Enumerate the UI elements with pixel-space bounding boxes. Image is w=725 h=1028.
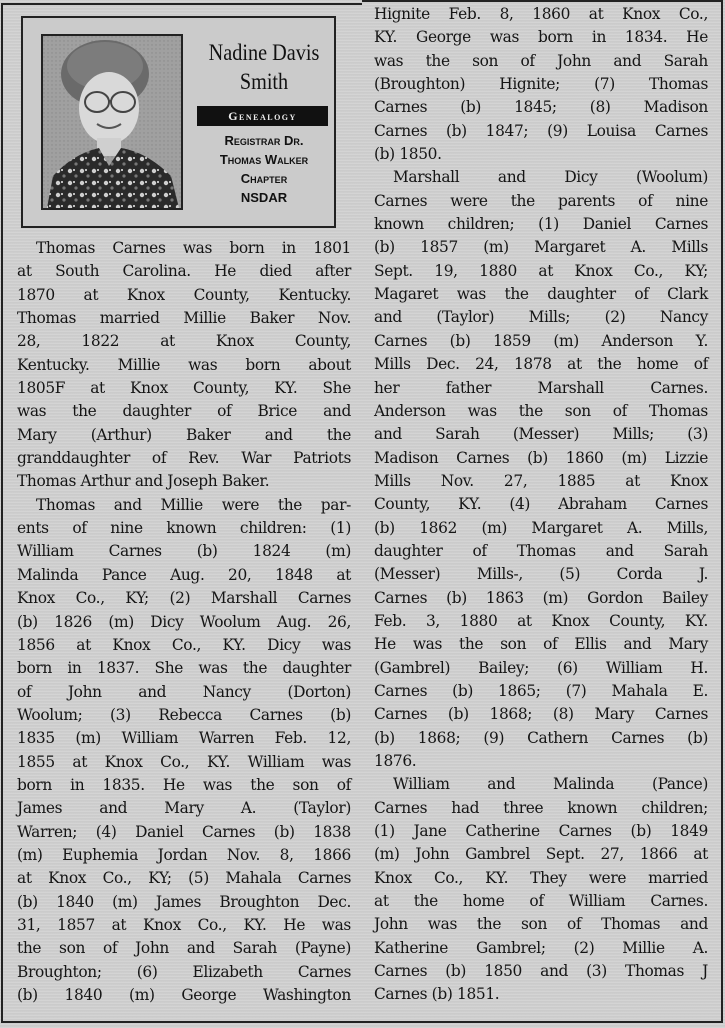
- text-line: 1856 at Knox Co., KY. Dicy was: [17, 635, 351, 654]
- text-line: daughter of Thomas and Sarah: [374, 541, 708, 560]
- credential-line: Registrar Dr.: [224, 133, 304, 148]
- text-line: (b) 1840 (m) James Broughton Dec.: [17, 892, 351, 911]
- article-paragraph: [374, 3, 708, 166]
- text-line: (1) Jane Catherine Carnes (b) 1849: [374, 822, 708, 841]
- text-line: Broughton; (6) Elizabeth Carnes: [17, 962, 351, 981]
- text-line: (m) John Gambrel Sept. 27, 1866 at: [374, 845, 708, 864]
- author-credentials: [195, 131, 333, 207]
- text-line: Carnes (b) 1847; (9) Louisa Carnes: [374, 121, 708, 140]
- text-line: 1855 at Knox Co., KY. William was: [17, 752, 351, 771]
- text-line: (b) 1826 (m) Dicy Woolum Aug. 26,: [17, 612, 351, 631]
- text-line: (Gambrel) Bailey; (6) William H.: [374, 658, 708, 677]
- text-line: and Sarah (Messer) Mills; (3): [374, 425, 708, 444]
- text-line: was the son of John and Sarah: [374, 51, 708, 70]
- text-line: known children; (1) Daniel Carnes: [374, 215, 708, 234]
- article-paragraph: [17, 494, 351, 1008]
- text-line: Thomas Arthur and Joseph Baker.: [17, 472, 270, 491]
- text-line: Carnes (b) 1845; (8) Madison: [374, 98, 708, 117]
- text-line: James and Mary A. (Taylor): [17, 799, 351, 818]
- text-line: Hignite Feb. 8, 1860 at Knox Co.,: [374, 5, 708, 23]
- credential-line: Chapter: [240, 171, 288, 186]
- text-line: Thomas and Millie were the par-: [36, 495, 351, 514]
- text-line: at Knox Co., KY; (5) Mahala Carnes: [17, 869, 351, 888]
- text-line: Thomas married Millie Baker Nov.: [17, 309, 351, 328]
- text-line: Warren; (4) Daniel Carnes (b) 1838: [17, 822, 351, 841]
- text-line: Woolum; (3) Rebecca Carnes (b): [17, 705, 351, 724]
- text-line: at the home of William Carnes.: [374, 892, 708, 911]
- credential-line: Thomas Walker: [219, 152, 309, 167]
- text-line: and (Taylor) Mills; (2) Nancy: [374, 308, 708, 327]
- text-line: 28, 1822 at Knox County,: [17, 332, 351, 351]
- text-line: Mills Dec. 24, 1878 at the home of: [374, 355, 708, 374]
- text-line: Knox Co., KY; (2) Marshall Carnes: [17, 589, 351, 608]
- text-line: Mary (Arthur) Baker and the: [17, 425, 351, 444]
- text-line: Carnes (b) 1868; (8) Mary Carnes: [374, 705, 708, 724]
- text-line: Carnes (b) 1859 (m) Anderson Y.: [374, 331, 708, 350]
- text-line: born in 1837. She was the daughter: [17, 659, 351, 678]
- text-line: Carnes had three known children;: [374, 798, 708, 817]
- text-line: Sept. 19, 1880 at Knox Co., KY;: [374, 261, 708, 280]
- text-line: Carnes (b) 1850 and (3) Thomas J: [374, 962, 708, 981]
- text-line: was the daughter of Brice and: [17, 402, 351, 421]
- author-portrait-icon: [43, 36, 181, 208]
- text-line: Carnes (b) 1865; (7) Mahala E.: [374, 681, 708, 700]
- article-paragraph: [374, 773, 708, 1006]
- text-line: granddaughter of Rev. War Patriots: [17, 449, 351, 468]
- text-line: (b) 1850.: [374, 145, 442, 164]
- left-text-column: [17, 237, 351, 1007]
- author-name: [203, 38, 324, 96]
- text-line: Madison Carnes (b) 1860 (m) Lizzie: [374, 448, 708, 467]
- article-paragraph: [17, 237, 351, 494]
- text-line: 1835 (m) William Warren Feb. 12,: [17, 729, 351, 748]
- text-line: Marshall and Dicy (Woolum): [393, 168, 708, 187]
- text-line: Mills Nov. 27, 1885 at Knox: [374, 471, 708, 490]
- text-line: County, KY. (4) Abraham Carnes: [374, 495, 708, 514]
- text-line: William Carnes (b) 1824 (m): [17, 542, 351, 561]
- text-line: 1876.: [374, 752, 417, 770]
- text-line: Magaret was the daughter of Clark: [374, 285, 708, 304]
- text-line: (Broughton) Hignite; (7) Thomas: [374, 75, 708, 94]
- text-line: Carnes (b) 1863 (m) Gordon Bailey: [374, 588, 708, 607]
- text-line: Malinda Pance Aug. 20, 1848 at: [17, 565, 351, 584]
- text-line: ents of nine known children: (1): [17, 519, 351, 538]
- text-line: William and Malinda (Pance): [393, 775, 708, 794]
- text-line: Thomas Carnes was born in 1801: [36, 239, 351, 257]
- text-line: (b) 1862 (m) Margaret A. Mills,: [374, 518, 708, 537]
- text-line: of John and Nancy (Dorton): [17, 682, 351, 701]
- text-line: He was the son of Ellis and Mary: [374, 635, 708, 654]
- text-line: her father Marshall Carnes.: [374, 378, 708, 397]
- text-line: 1805F at Knox County, KY. She: [17, 379, 351, 398]
- text-line: (Messer) Mills-, (5) Corda J.: [374, 565, 708, 584]
- text-line: (b) 1840 (m) George Washington: [17, 986, 351, 1004]
- article-paragraph: [374, 166, 708, 773]
- credential-line: NSDAR: [240, 190, 288, 205]
- text-line: (b) 1868; (9) Cathern Carnes (b): [374, 728, 708, 747]
- text-line: Katherine Gambrel; (2) Millie A.: [374, 938, 708, 957]
- text-line: Carnes (b) 1851.: [374, 985, 500, 1004]
- text-line: the son of John and Sarah (Payne): [17, 939, 351, 958]
- author-photo: [41, 34, 183, 210]
- text-line: John was the son of Thomas and: [374, 915, 708, 934]
- text-line: at South Carolina. He died after: [17, 262, 351, 281]
- right-text-column: [374, 3, 708, 1007]
- text-line: Anderson was the son of Thomas: [374, 401, 708, 420]
- section-banner: Genealogy: [197, 106, 328, 126]
- text-line: born in 1835. He was the son of: [17, 775, 351, 794]
- text-line: Carnes were the parents of nine: [374, 191, 708, 210]
- author-name-line: Smith: [239, 69, 289, 94]
- text-line: KY. George was born in 1834. He: [374, 28, 708, 47]
- text-line: Kentucky. Millie was born about: [17, 355, 351, 374]
- text-line: 31, 1857 at Knox Co., KY. He was: [17, 915, 351, 934]
- text-line: 1870 at Knox County, Kentucky.: [17, 285, 351, 304]
- text-line: Feb. 3, 1880 at Knox County, KY.: [374, 611, 708, 630]
- text-line: (b) 1857 (m) Margaret A. Mills: [374, 238, 708, 257]
- text-line: (m) Euphemia Jordan Nov. 8, 1866: [17, 845, 351, 864]
- author-name-line: Nadine Davis: [208, 40, 320, 65]
- column-header: [21, 16, 336, 228]
- text-line: Knox Co., KY. They were married: [374, 868, 708, 887]
